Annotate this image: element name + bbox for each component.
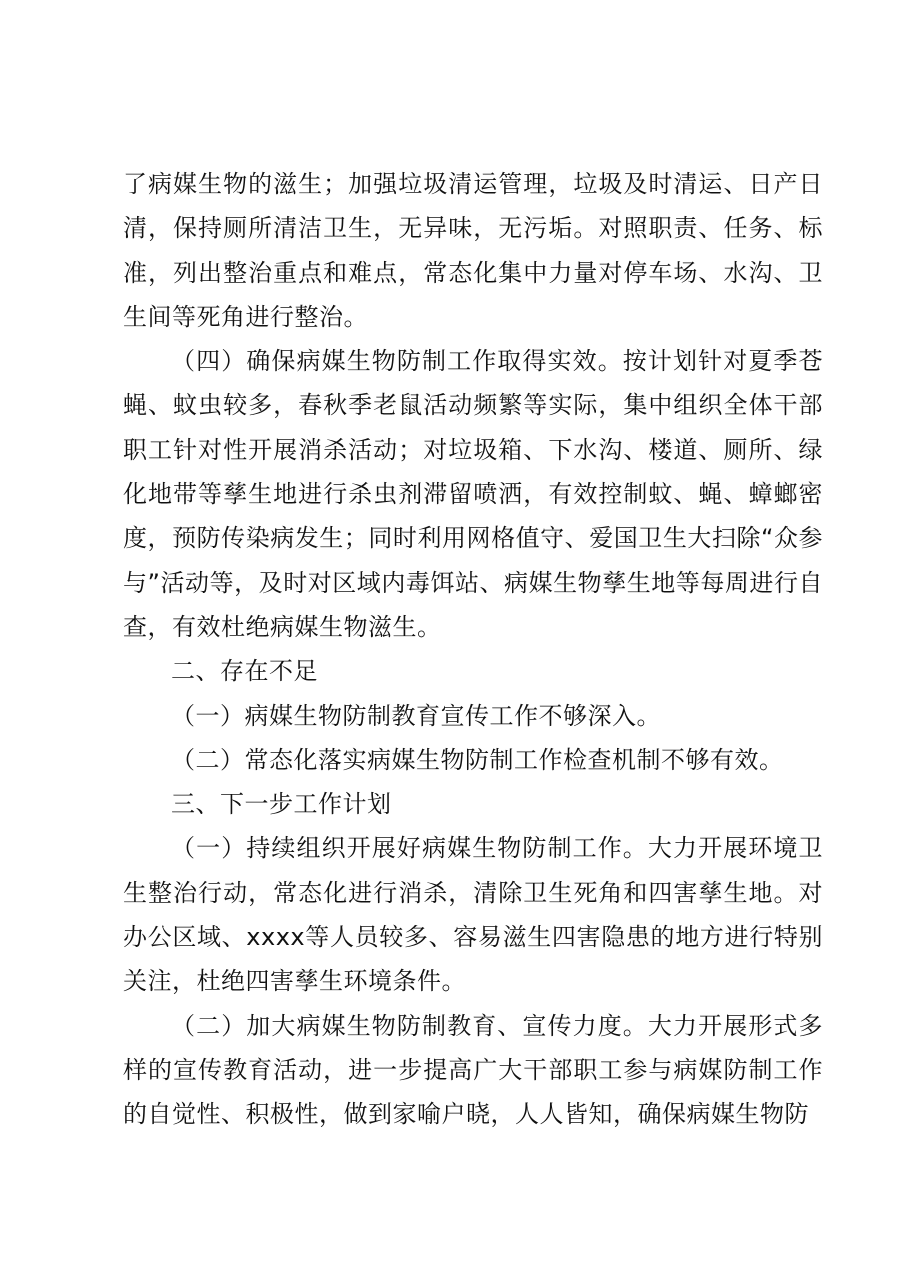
- paragraph-shortcoming-one: （一）病媒生物防制教育宣传工作不够深入。: [171, 701, 661, 730]
- paragraph-shortcoming-two: （二）常态化落实病媒生物防制工作检查机制不够有效。: [171, 745, 784, 774]
- paragraph-plan-two: （二）加大病媒生物防制教育、宣传力度。大力开展形式多样的宣传教育活动，进一步提高广大干部职工参与病媒防制工作的自觉性、积极性，做到家喻户晓，人人皆知，确保病媒生物防: [123, 1011, 823, 1129]
- heading-shortcomings: 二、存在不足: [171, 657, 318, 686]
- paragraph-section-four: （四）确保病媒生物防制工作取得实效。按计划针对夏季苍蝇、蚊虫较多，春秋季老鼠活动频繁等实际，集中组织全体干部职工针对性开展消杀活动；对垃圾箱、下水沟、楼道、厕所、绿化地带等孳生地进行杀虫剂滞留喷洒，有效控制蚊、蝇、蟑螂密度，预防传染病发生；同时利用网格值守、爱国卫生大扫除“众参与”活动等，及时对区域内毒饵站、病媒生物孳生地等每周进行自查，有效杜绝病媒生物滋生。: [123, 347, 823, 641]
- paragraph-continuation: 了病媒生物的滋生；加强垃圾清运管理，垃圾及时清运、日产日清，保持厕所清洁卫生，无异味，无污垢。对照职责、任务、标准，列出整治重点和难点，常态化集中力量对停车场、水沟、卫生间等死角进行整治。: [123, 170, 823, 331]
- document-body: [123, 162, 823, 1137]
- heading-next-steps: 三、下一步工作计划: [171, 790, 392, 819]
- paragraph-plan-one: （一）持续组织开展好病媒生物防制工作。大力开展环境卫生整治行动，常态化进行消杀，清除卫生死角和四害孳生地。对办公区域、xxxx等人员较多、容易滋生四害隐患的地方进行特别关注，杜绝四害孳生环境条件。: [123, 834, 823, 996]
